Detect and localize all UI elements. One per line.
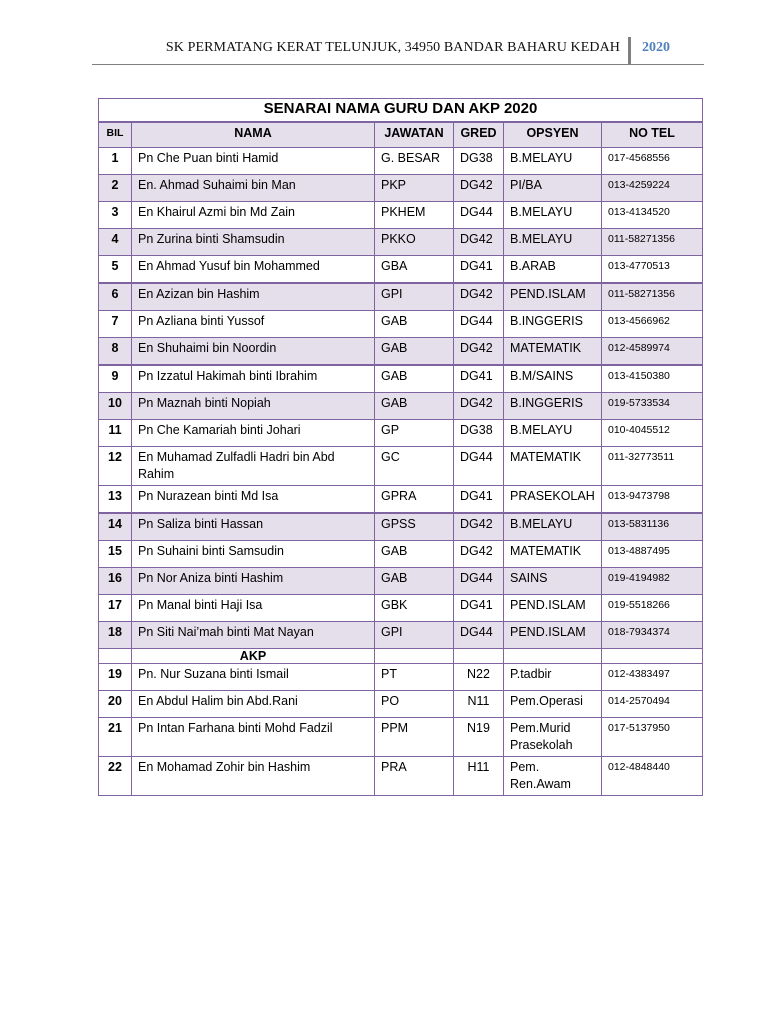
- cell-nama: Pn Nurazean binti Md Isa: [132, 486, 375, 514]
- column-header-gred: GRED: [454, 122, 504, 148]
- table-row: [99, 541, 703, 568]
- cell-tel: 014-2570494: [602, 691, 703, 718]
- cell-opsyen: MATEMATIK: [504, 447, 602, 486]
- cell-jawatan: PKHEM: [375, 202, 454, 229]
- cell-gred: DG42: [454, 338, 504, 366]
- cell-jawatan: GBA: [375, 256, 454, 284]
- cell-gred: DG41: [454, 256, 504, 284]
- cell-tel: 013-4259224: [602, 175, 703, 202]
- cell-jawatan: GPSS: [375, 513, 454, 541]
- cell-jawatan: PO: [375, 691, 454, 718]
- cell-bil: 5: [99, 256, 132, 284]
- cell-jawatan: GBK: [375, 595, 454, 622]
- cell-opsyen: B.MELAYU: [504, 513, 602, 541]
- cell-opsyen: B.MELAYU: [504, 420, 602, 447]
- header-school-name: SK PERMATANG KERAT TELUNJUK, 34950 BANDAR BAHARU KEDAH: [165, 40, 620, 55]
- cell-nama: Pn Manal binti Haji Isa: [132, 595, 375, 622]
- cell-jawatan: PKKO: [375, 229, 454, 256]
- cell-bil: 20: [99, 691, 132, 718]
- cell-tel: 010-4045512: [602, 420, 703, 447]
- cell-nama: Pn Zurina binti Shamsudin: [132, 229, 375, 256]
- cell-gred: DG41: [454, 595, 504, 622]
- cell-tel: 013-5831136: [602, 513, 703, 541]
- table-row: [99, 447, 703, 486]
- cell-jawatan: GAB: [375, 338, 454, 366]
- cell-gred: DG42: [454, 513, 504, 541]
- cell-tel: 013-4134520: [602, 202, 703, 229]
- cell-jawatan: PT: [375, 664, 454, 691]
- cell-bil: 18: [99, 622, 132, 649]
- table-row: [99, 175, 703, 202]
- cell-tel: 011-58271356: [602, 283, 703, 311]
- teacher-rows: [99, 148, 703, 649]
- table-header-row: [99, 122, 703, 148]
- cell-tel: 013-4150380: [602, 365, 703, 393]
- cell-gred: DG38: [454, 420, 504, 447]
- cell-tel: 018-7934374: [602, 622, 703, 649]
- cell-gred: DG44: [454, 447, 504, 486]
- cell-opsyen: MATEMATIK: [504, 541, 602, 568]
- cell-tel: 019-4194982: [602, 568, 703, 595]
- cell-jawatan: PKP: [375, 175, 454, 202]
- cell-opsyen: B.INGGERIS: [504, 393, 602, 420]
- cell-jawatan: PRA: [375, 757, 454, 796]
- cell-gred: DG38: [454, 148, 504, 175]
- cell-tel: 013-4887495: [602, 541, 703, 568]
- cell-bil: 2: [99, 175, 132, 202]
- cell-nama: Pn Izzatul Hakimah binti Ibrahim: [132, 365, 375, 393]
- cell-jawatan: GAB: [375, 541, 454, 568]
- cell-gred: N22: [454, 664, 504, 691]
- cell-bil: 12: [99, 447, 132, 486]
- cell-jawatan: GAB: [375, 311, 454, 338]
- cell-tel: 013-4770513: [602, 256, 703, 284]
- cell-bil: 15: [99, 541, 132, 568]
- cell-tel: 013-9473798: [602, 486, 703, 514]
- table-row: [99, 757, 703, 796]
- cell-gred: DG42: [454, 283, 504, 311]
- cell-bil: 1: [99, 148, 132, 175]
- page-header: [92, 36, 704, 65]
- column-header-jawatan: JAWATAN: [375, 122, 454, 148]
- cell-opsyen: PEND.ISLAM: [504, 622, 602, 649]
- cell-nama: En. Ahmad Suhaimi bin Man: [132, 175, 375, 202]
- cell-bil: 16: [99, 568, 132, 595]
- column-header-bil: BIL: [99, 122, 132, 148]
- cell-nama: Pn Suhaini binti Samsudin: [132, 541, 375, 568]
- akp-rows: [99, 664, 703, 796]
- cell-jawatan: PPM: [375, 718, 454, 757]
- cell-jawatan: GAB: [375, 365, 454, 393]
- table-row: [99, 691, 703, 718]
- table-row: [99, 311, 703, 338]
- cell-opsyen: B.MELAYU: [504, 148, 602, 175]
- cell-jawatan: GPI: [375, 622, 454, 649]
- cell-gred: DG44: [454, 622, 504, 649]
- cell-nama: En Muhamad Zulfadli Hadri bin Abd Rahim: [132, 447, 375, 486]
- table-row: [99, 365, 703, 393]
- cell-opsyen: Pem. Ren.Awam: [504, 757, 602, 796]
- table-row: [99, 256, 703, 284]
- cell-opsyen: Pem.Operasi: [504, 691, 602, 718]
- table-row: [99, 664, 703, 691]
- cell-bil: 7: [99, 311, 132, 338]
- cell-nama: Pn Nor Aniza binti Hashim: [132, 568, 375, 595]
- cell-gred: DG44: [454, 568, 504, 595]
- cell-tel: 013-4566962: [602, 311, 703, 338]
- cell-opsyen: PI/BA: [504, 175, 602, 202]
- cell-nama: Pn Che Puan binti Hamid: [132, 148, 375, 175]
- cell-jawatan: GAB: [375, 393, 454, 420]
- cell-bil: 13: [99, 486, 132, 514]
- cell-nama: Pn Intan Farhana binti Mohd Fadzil: [132, 718, 375, 757]
- cell-jawatan: GAB: [375, 568, 454, 595]
- cell-bil: 3: [99, 202, 132, 229]
- cell-nama: Pn Che Kamariah binti Johari: [132, 420, 375, 447]
- cell-bil: 14: [99, 513, 132, 541]
- cell-nama: En Ahmad Yusuf bin Mohammed: [132, 256, 375, 284]
- cell-jawatan: GPI: [375, 283, 454, 311]
- staff-table: [98, 98, 703, 796]
- cell-gred: N11: [454, 691, 504, 718]
- table-row: [99, 338, 703, 366]
- cell-nama: Pn Saliza binti Hassan: [132, 513, 375, 541]
- table-row: [99, 148, 703, 175]
- cell-opsyen: B.MELAYU: [504, 229, 602, 256]
- cell-jawatan: G. BESAR: [375, 148, 454, 175]
- cell-tel: 011-58271356: [602, 229, 703, 256]
- cell-tel: 012-4383497: [602, 664, 703, 691]
- table-row: [99, 202, 703, 229]
- table-row: [99, 568, 703, 595]
- cell-tel: 019-5518266: [602, 595, 703, 622]
- cell-opsyen: PRASEKOLAH: [504, 486, 602, 514]
- table-row: [99, 393, 703, 420]
- table-row: [99, 420, 703, 447]
- cell-bil: 21: [99, 718, 132, 757]
- cell-bil: 11: [99, 420, 132, 447]
- table-row: [99, 622, 703, 649]
- table-row: [99, 486, 703, 514]
- cell-tel: 012-4848440: [602, 757, 703, 796]
- cell-opsyen: B.M/SAINS: [504, 365, 602, 393]
- akp-section-row: [99, 649, 703, 664]
- cell-bil: 17: [99, 595, 132, 622]
- cell-nama: Pn Azliana binti Yussof: [132, 311, 375, 338]
- column-header-nama: NAMA: [132, 122, 375, 148]
- column-header-no-tel: NO TEL: [602, 122, 703, 148]
- table-row: [99, 229, 703, 256]
- table-row: [99, 595, 703, 622]
- cell-bil: 4: [99, 229, 132, 256]
- cell-gred: N19: [454, 718, 504, 757]
- cell-tel: 011-32773511: [602, 447, 703, 486]
- header-divider: [628, 37, 631, 64]
- cell-gred: DG42: [454, 393, 504, 420]
- cell-gred: DG42: [454, 229, 504, 256]
- table-row: [99, 718, 703, 757]
- cell-jawatan: GP: [375, 420, 454, 447]
- cell-tel: 017-4568556: [602, 148, 703, 175]
- column-header-opsyen: OPSYEN: [504, 122, 602, 148]
- table-row: [99, 513, 703, 541]
- cell-gred: DG41: [454, 486, 504, 514]
- cell-gred: DG41: [454, 365, 504, 393]
- cell-nama: Pn Maznah binti Nopiah: [132, 393, 375, 420]
- cell-opsyen: Pem.Murid Prasekolah: [504, 718, 602, 757]
- cell-tel: 012-4589974: [602, 338, 703, 366]
- cell-jawatan: GPRA: [375, 486, 454, 514]
- cell-nama: En Khairul Azmi bin Md Zain: [132, 202, 375, 229]
- cell-nama: En Azizan bin Hashim: [132, 283, 375, 311]
- cell-opsyen: B.INGGERIS: [504, 311, 602, 338]
- cell-gred: DG44: [454, 202, 504, 229]
- cell-nama: En Abdul Halim bin Abd.Rani: [132, 691, 375, 718]
- cell-nama: En Shuhaimi bin Noordin: [132, 338, 375, 366]
- cell-bil: 8: [99, 338, 132, 366]
- cell-opsyen: PEND.ISLAM: [504, 595, 602, 622]
- cell-gred: DG42: [454, 541, 504, 568]
- cell-gred: H11: [454, 757, 504, 796]
- cell-bil: 6: [99, 283, 132, 311]
- cell-bil: 10: [99, 393, 132, 420]
- cell-bil: 19: [99, 664, 132, 691]
- header-year: 2020: [642, 40, 670, 55]
- cell-nama: Pn Siti Nai’mah binti Mat Nayan: [132, 622, 375, 649]
- cell-opsyen: P.tadbir: [504, 664, 602, 691]
- cell-opsyen: PEND.ISLAM: [504, 283, 602, 311]
- cell-bil: 22: [99, 757, 132, 796]
- cell-opsyen: B.ARAB: [504, 256, 602, 284]
- cell-opsyen: B.MELAYU: [504, 202, 602, 229]
- cell-gred: DG44: [454, 311, 504, 338]
- table-row: [99, 283, 703, 311]
- akp-section-label: AKP: [132, 649, 375, 664]
- cell-opsyen: SAINS: [504, 568, 602, 595]
- cell-jawatan: GC: [375, 447, 454, 486]
- cell-bil: 9: [99, 365, 132, 393]
- cell-tel: 017-5137950: [602, 718, 703, 757]
- cell-nama: En Mohamad Zohir bin Hashim: [132, 757, 375, 796]
- cell-gred: DG42: [454, 175, 504, 202]
- table-title: SENARAI NAMA GURU DAN AKP 2020: [99, 99, 703, 123]
- cell-tel: 019-5733534: [602, 393, 703, 420]
- cell-nama: Pn. Nur Suzana binti Ismail: [132, 664, 375, 691]
- cell-opsyen: MATEMATIK: [504, 338, 602, 366]
